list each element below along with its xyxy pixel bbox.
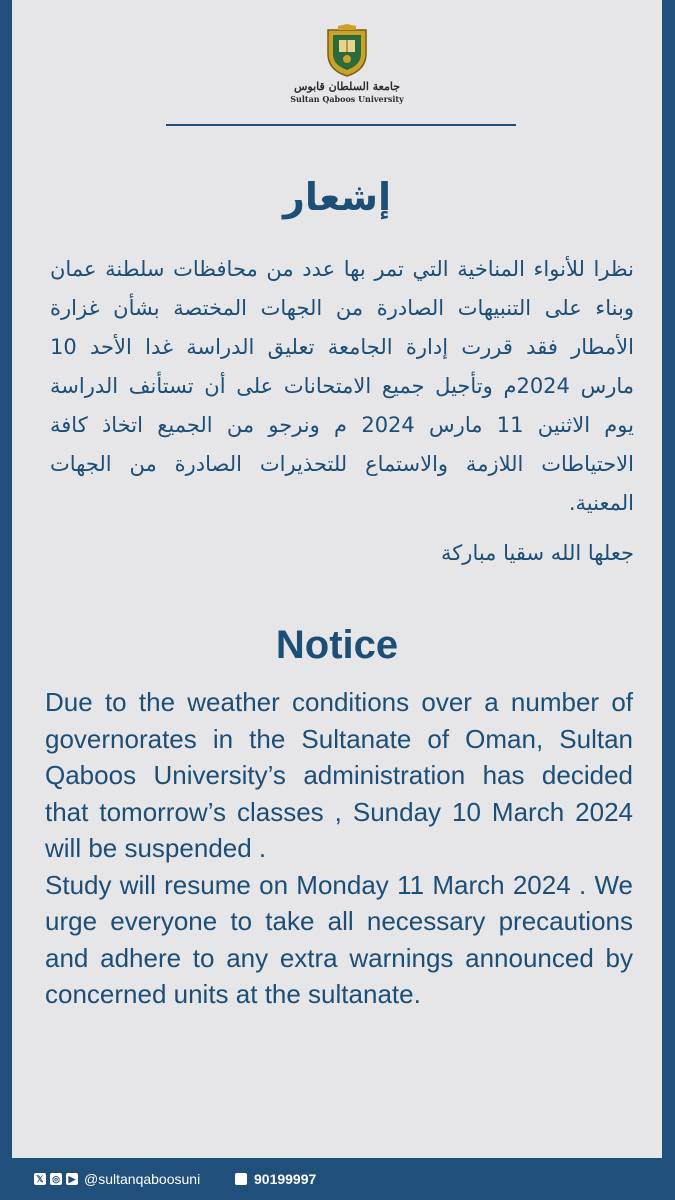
footer-bar — [0, 1158, 675, 1200]
youtube-icon[interactable]: ▶ — [66, 1173, 78, 1185]
english-paragraph-2: Study will resume on Monday 11 March 2024 . We urge everyone to take all necessary precautions and adhere to any extra warnings announced by concerned units at the sultanate. — [45, 869, 633, 1009]
english-paragraph-1: Due to the weather conditions over a number of governorates in the Sultanate of Oman, Sultan Qaboos University’s administration has decided that tomorrow’s classes , Sunday 10 March 2024 will be suspended . — [45, 687, 633, 863]
arabic-body: نظرا للأنواء المناخية التي تمر بها عدد من محافظات سلطنة عمان وبناء على التنبيهات الصادرة من الجهات المختصة بشأن غزارة الأمطار فقد قررت إدارة الجامعة تعليق الدراسة غدا الأحد 10 مارس 2024م وتأجيل جميع الامتحانات على أن تستأنف الدراسة يوم الاثنين 11 مارس 2024 م ونرجو من الجميع اتخاذ كافة الاحتياطات اللازمة والاستماع للتحذيرات الصادرة من الجهات المعنية. — [50, 257, 634, 515]
header-divider — [166, 124, 516, 126]
x-icon[interactable]: 𝕏 — [34, 1173, 46, 1185]
phone-number[interactable]: 90199997 — [254, 1171, 317, 1187]
arabic-title: إشعار — [283, 175, 391, 219]
social-icons — [34, 1173, 78, 1185]
social-handle[interactable]: @sultanqaboosuni — [84, 1171, 201, 1187]
university-crest-icon — [324, 24, 370, 78]
english-body — [45, 684, 633, 1013]
logo-arabic-name: جامعة السلطان قابوس — [293, 80, 400, 93]
instagram-icon[interactable]: ◎ — [50, 1173, 62, 1185]
phone-icon — [235, 1173, 247, 1185]
english-title: Notice — [275, 623, 399, 667]
notice-card — [12, 0, 662, 1158]
logo-english-name: Sultan Qaboos University — [290, 94, 404, 104]
arabic-blessing: جعلها الله سقيا مباركة — [441, 541, 634, 565]
